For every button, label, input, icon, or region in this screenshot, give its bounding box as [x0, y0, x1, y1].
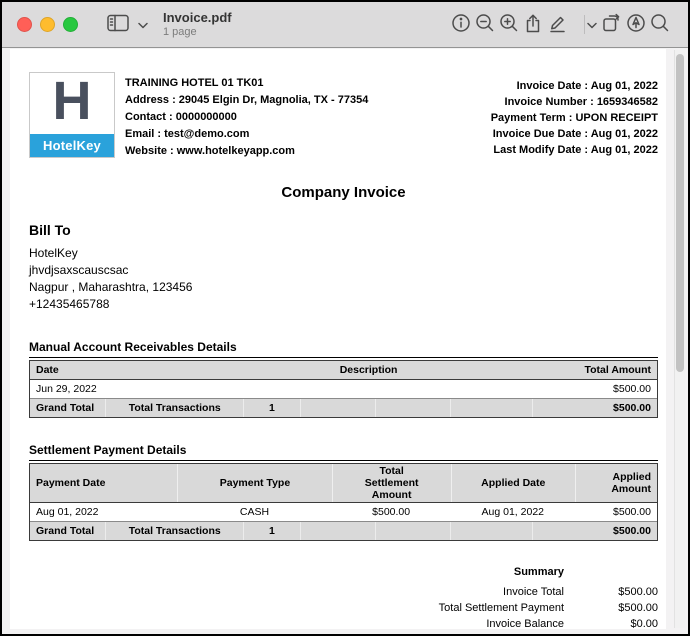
cell-settlement-amount: $500.00: [372, 506, 411, 518]
markup-options-button[interactable]: [585, 15, 599, 34]
hotel-info: [125, 72, 368, 160]
bill-to-name: HotelKey: [29, 246, 78, 260]
payment-term: Payment Term : UPON RECEIPT: [490, 112, 658, 124]
invoice-total-label: Invoice Total: [503, 586, 564, 598]
summary-section: [380, 565, 658, 632]
header-description: Description: [339, 364, 398, 376]
header-total-amount: Total Amount: [584, 364, 651, 376]
sidebar-toggle-button[interactable]: [105, 12, 131, 37]
bill-to-heading: Bill To: [29, 222, 71, 238]
invoice-header: [29, 72, 658, 160]
rotate-button[interactable]: [599, 11, 624, 38]
hotel-email: Email : test@demo.com: [125, 128, 250, 140]
pen-circle-icon: [626, 13, 646, 36]
summary-title: Summary: [513, 566, 564, 578]
info-button[interactable]: [449, 11, 473, 38]
cell-amount: $500.00: [613, 383, 651, 395]
bill-to-line1: jhvdjsaxscauscsac: [29, 263, 129, 277]
summary-row: [380, 585, 658, 600]
annotate-pen-button[interactable]: [624, 11, 648, 38]
invoice-balance-label: Invoice Balance: [486, 618, 564, 630]
summary-row: [380, 617, 658, 632]
search-button[interactable]: [648, 11, 672, 38]
hotel-website: Website : www.hotelkeyapp.com: [125, 145, 295, 157]
close-button[interactable]: [17, 17, 32, 32]
total-transactions-label: Total Transactions: [105, 522, 243, 540]
cell-payment-date: Aug 01, 2022: [36, 506, 99, 518]
bill-to-line2: Nagpur , Maharashtra, 123456: [29, 280, 193, 294]
content-area: [2, 48, 688, 634]
header-settlement-amount: Total Settlement Amount: [332, 464, 451, 502]
logo-letter: H: [52, 71, 92, 131]
settlement-title: Settlement Payment Details: [29, 443, 658, 461]
invoice-total-value: $500.00: [618, 586, 658, 598]
bill-to-section: [29, 222, 658, 313]
transaction-count: 1: [243, 399, 299, 417]
titlebar: [2, 2, 688, 48]
settlement-table: [29, 463, 658, 541]
rotate-icon: [601, 13, 622, 36]
sidebar-chevron-button[interactable]: [136, 15, 150, 34]
grand-total-amount: $500.00: [532, 399, 657, 417]
table-header-row: [30, 464, 657, 503]
header-payment-date: Payment Date: [36, 477, 106, 489]
document-title: Company Invoice: [281, 184, 406, 201]
maximize-button[interactable]: [63, 17, 78, 32]
chevron-down-icon: [138, 17, 148, 32]
empty-cell: [564, 565, 658, 580]
total-settlement-payment-label: Total Settlement Payment: [438, 602, 564, 614]
scrollbar-track[interactable]: [674, 50, 685, 628]
page-count: 1 page: [163, 25, 197, 38]
total-settlement-payment-value: $500.00: [618, 602, 658, 614]
grand-total-label: Grand Total: [36, 525, 95, 537]
toolbar: [449, 2, 672, 47]
markup-pencil-icon: [547, 13, 568, 37]
grand-total-amount: $500.00: [532, 522, 657, 540]
empty-cell: [300, 399, 375, 417]
cell-payment-type: CASH: [239, 506, 270, 518]
empty-cell: [300, 522, 375, 540]
transaction-count: 1: [243, 522, 299, 540]
receivables-section: [29, 340, 658, 418]
logo-brand-label: HotelKey: [30, 134, 114, 157]
hotelkey-logo: [29, 72, 115, 158]
bill-to-phone: +12435465788: [29, 297, 110, 311]
hotel-contact: Contact : 0000000000: [125, 111, 237, 123]
grand-total-row: [30, 522, 657, 540]
window-title: Invoice.pdf: [163, 9, 232, 25]
header-payment-type: Payment Type: [177, 464, 331, 502]
chevron-down-icon: [587, 17, 597, 32]
header-applied-amount: Applied Amount: [575, 464, 657, 502]
cell-date: Jun 29, 2022: [36, 383, 97, 395]
hotel-address: Address : 29045 Elgin Dr, Magnolia, TX - 77354: [125, 94, 369, 106]
markup-button[interactable]: [545, 11, 570, 39]
last-modify-date: Last Modify Date : Aug 01, 2022: [493, 144, 658, 156]
invoice-number: Invoice Number : 1659346582: [504, 96, 658, 108]
settlement-section: [29, 443, 658, 541]
empty-cell: [450, 399, 532, 417]
traffic-lights: [17, 17, 78, 32]
zoom-out-icon: [475, 13, 495, 36]
zoom-in-icon: [499, 13, 519, 36]
pdf-page: [10, 49, 666, 629]
window-title-block: [163, 11, 232, 39]
table-header-row: [30, 361, 657, 380]
receivables-title: Manual Account Receivables Details: [29, 340, 658, 358]
grand-total-row: [30, 399, 657, 417]
share-icon: [523, 13, 543, 37]
summary-row: [380, 601, 658, 616]
zoom-in-button[interactable]: [497, 11, 521, 38]
preview-window: [2, 2, 688, 634]
empty-cell: [375, 399, 450, 417]
invoice-meta: [491, 72, 658, 160]
info-icon: [451, 13, 471, 36]
empty-cell: [450, 522, 532, 540]
cell-description: [237, 380, 500, 398]
search-icon: [650, 13, 670, 36]
zoom-out-button[interactable]: [473, 11, 497, 38]
table-row: [30, 503, 657, 522]
sidebar-icon: [107, 14, 129, 35]
invoice-date: Invoice Date : Aug 01, 2022: [516, 80, 658, 92]
header-applied-date: Applied Date: [451, 464, 575, 502]
table-row: [30, 380, 657, 399]
scrollbar-thumb[interactable]: [676, 54, 684, 372]
header-date: Date: [36, 364, 59, 376]
hotel-name: TRAINING HOTEL 01 TK01: [125, 77, 264, 89]
receivables-table: [29, 360, 658, 418]
minimize-button[interactable]: [40, 17, 55, 32]
invoice-balance-value: $0.00: [630, 618, 658, 630]
share-button[interactable]: [521, 11, 545, 39]
cell-applied-date: Aug 01, 2022: [481, 506, 545, 518]
grand-total-label: Grand Total: [36, 402, 95, 414]
empty-cell: [375, 522, 450, 540]
cell-applied-amount: $500.00: [613, 506, 651, 518]
total-transactions-label: Total Transactions: [105, 399, 243, 417]
invoice-due-date: Invoice Due Date : Aug 01, 2022: [492, 128, 658, 140]
